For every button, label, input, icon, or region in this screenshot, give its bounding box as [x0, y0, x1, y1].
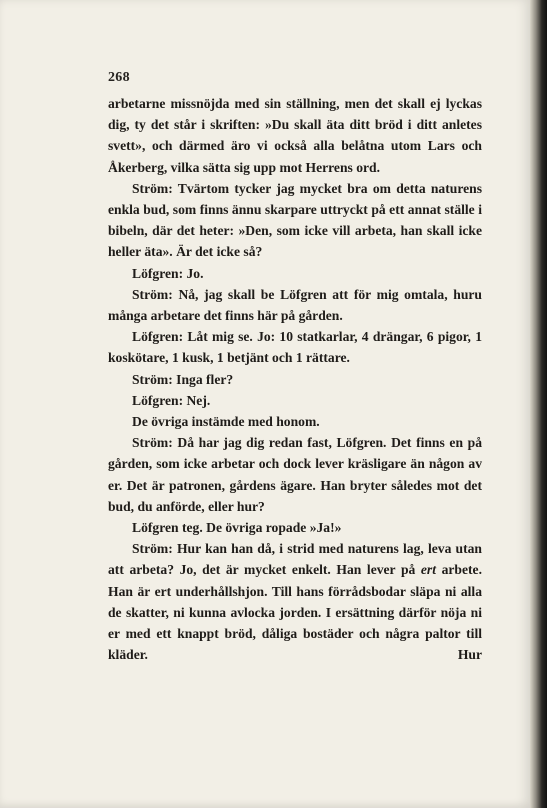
- paragraph-5: Löfgren: Låt mig se. Jo: 10 statkarlar, 4 drängar, 6 pigor, 1 koskötare, 1 kusk, 1 betjänt och 1 rättare.: [108, 329, 482, 366]
- body-text: [108, 93, 482, 665]
- book-edge-shadow: [530, 0, 547, 808]
- paragraph-11-emphasis: ert: [420, 562, 436, 578]
- paragraph-11-start: Ström: Hur kan han då, i strid med naturens lag, leva utan att arbeta? Jo, det är mycket enkelt. Han lever på: [108, 541, 482, 578]
- paragraph-9: Ström: Då har jag dig redan fast, Löfgren. Det finns en på gården, som icke arbetar och dock lever kräsligare än någon av er. Det är patronen, gårdens ägare. Han bryter således mot det bud, du anförde, eller hur?: [108, 435, 482, 514]
- paragraph-8: De övriga instämde med honom.: [132, 414, 320, 430]
- page-number: 268: [108, 70, 130, 85]
- paragraph-10: Löfgren teg. De övriga ropade »Ja!»: [132, 520, 342, 536]
- paragraph-11-end: arbete. Han är ert underhållshjon. Till hans förrådsbodar släpa ni alla de skatter, ni kunna avlocka jorden. I ersättning därför nöja ni er med ett knappt bröd, dåliga bostäder och några paltor till kläder. Hur: [108, 562, 482, 663]
- paragraph-1: arbetarne missnöjda med sin ställning, men det skall ej lyckas dig, ty det står i skriften: »Du skall äta ditt bröd i ditt anletes svett», och därmed äro vi också alla belåtna utom Lars och Åkerberg, vilka sätta sig upp mot Herrens ord.: [108, 96, 482, 175]
- paragraph-2: Ström: Tvärtom tycker jag mycket bra om detta naturens enkla bud, som finns ännu skarpare uttryckt på ett annat ställe i bibeln, där det heter: »Den, som icke vill arbeta, han skall icke heller äta». Är det icke så?: [108, 180, 482, 260]
- paragraph-4: Ström: Nå, jag skall be Löfgren att för mig omtala, huru många arbetare det finns här på gården.: [108, 286, 482, 324]
- paragraph-3: Löfgren: Jo.: [132, 265, 204, 281]
- paragraph-7: Löfgren: Nej.: [132, 392, 211, 408]
- paragraph-11: [108, 538, 482, 665]
- paragraph-6: Ström: Inga fler?: [132, 371, 234, 387]
